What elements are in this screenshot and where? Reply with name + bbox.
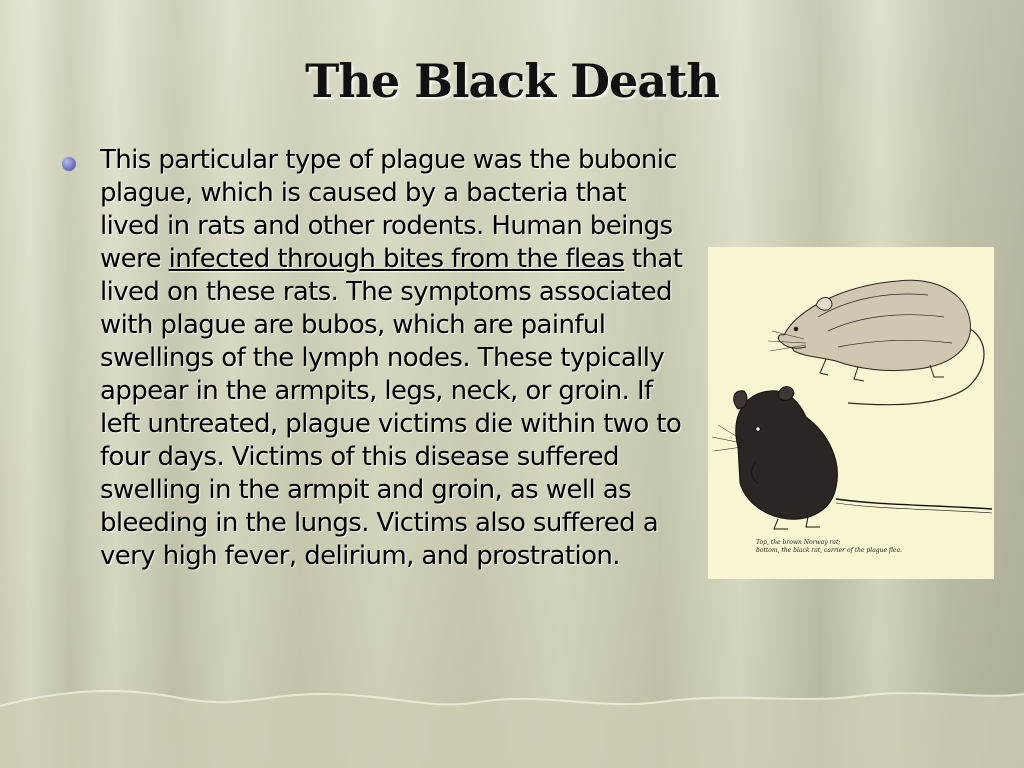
bullet-text-part2: that lived on these rats. The symptoms associated with plague are bubos, which are painful swellings of the lymph nodes. These typically appear in the armpits, legs, neck, or groin. If left untreated, plague victims die within two to four days. Victims of this disease suffered swelling in the armpit and groin, as well as bleeding in the lungs. Victims also suffered a very high fever, delirium, and prostration. bbox=[100, 244, 683, 571]
caption-line-1: Top, the brown Norway rat; bbox=[756, 539, 841, 546]
illustration-caption bbox=[756, 539, 976, 555]
norway-rat-drawing bbox=[768, 280, 984, 404]
infected-fleas-link[interactable]: infected through bites from the fleas bbox=[168, 244, 625, 274]
rats-drawing bbox=[708, 247, 994, 579]
black-rat-drawing bbox=[712, 387, 992, 529]
caption-line-2: bottom, the black rat, carrier of the plague flea. bbox=[756, 547, 902, 554]
bullet-item bbox=[100, 144, 692, 573]
bullet-dot-icon bbox=[62, 157, 76, 171]
bullet-list bbox=[62, 144, 692, 573]
rat-illustration bbox=[708, 247, 994, 579]
bullet-text-part1: This particular type of plague was the bubonic plague, which is caused by a bacteria that lived in rats and other rodents. Human beings were bbox=[100, 145, 678, 274]
slide-title: The Black Death bbox=[305, 54, 719, 108]
bottom-wave-decoration bbox=[0, 680, 1024, 768]
